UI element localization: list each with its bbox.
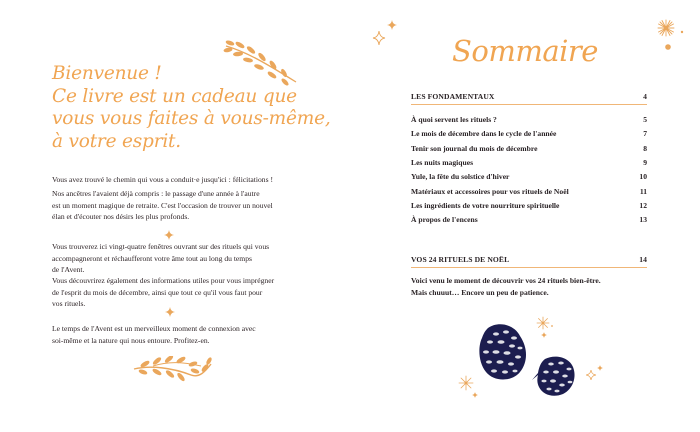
sparkle-star-icon <box>372 30 386 46</box>
intro-paragraph-4 <box>52 275 302 310</box>
toc-item-label: Les nuits magiques <box>411 158 474 168</box>
text-line: Vous avez trouvé le chemin qui vous a conduit·e jusqu'ici : félicitations ! <box>52 175 273 184</box>
toc-section-page: 4 <box>643 92 647 101</box>
toc-item-label: Le mois de décembre dans le cycle de l'année <box>411 129 557 139</box>
text-line: Le temps de l'Avent est un merveilleux moment de connexion avec <box>52 324 256 333</box>
starburst-icon <box>536 316 558 340</box>
text-line: Vous découvrirez également des informations utiles pour vous imprégner <box>52 276 275 285</box>
toc-items <box>411 113 647 227</box>
text-line: Mais chuuut… Encore un peu de patience. <box>411 287 549 297</box>
text-line: Nos ancêtres l'avaient déjà compris : le passage d'une année à l'autre <box>52 189 260 198</box>
toc-item-label: À propos de l'encens <box>411 215 478 225</box>
text-line: vos rituels. <box>52 299 86 309</box>
toc-section-rituels <box>411 255 647 298</box>
toc-item[interactable] <box>411 127 647 141</box>
toc-section-title: VOS 24 RITUELS DE NOËL <box>411 255 510 264</box>
toc-section-description <box>411 275 647 298</box>
text-line: Voici venu le moment de découvrir vos 24 rituels bien-être. <box>411 276 601 285</box>
text-line: est un moment magique de retraite. C'est l'occasion de trouver un nouvel <box>52 200 273 210</box>
pinecone-icon <box>531 355 577 397</box>
text-line: de l'Avent. <box>52 265 85 275</box>
intro-paragraph-1 <box>52 174 302 186</box>
sparkle-star-icon <box>387 20 397 30</box>
heading-line: Bienvenue ! <box>52 63 162 84</box>
toc-item-label: À quoi servent les rituels ? <box>411 115 497 125</box>
sommaire-title: Sommaire <box>452 34 598 68</box>
starburst-icon <box>656 18 686 54</box>
text-line: Vous trouverez ici vingt-quatre fenêtres ouvrant sur des rituels qui vous <box>52 242 270 251</box>
toc-item[interactable] <box>411 184 647 198</box>
text-line: accompagneront et réchaufferont votre âme tout au long du temps <box>52 253 252 263</box>
toc-section-page: 14 <box>639 255 647 264</box>
text-line: élan et d'écouter nos désirs les plus profonds. <box>52 212 190 222</box>
toc-section-fondamentaux <box>411 92 647 227</box>
toc-item-page: 7 <box>643 129 647 139</box>
toc-item[interactable] <box>411 142 647 156</box>
toc-item-page: 9 <box>643 158 647 168</box>
toc-item[interactable] <box>411 170 647 184</box>
toc-item-label: Matériaux et accessoires pour vos rituels de Noël <box>411 186 569 196</box>
toc-section-header[interactable] <box>411 255 647 268</box>
toc-section-title: LES FONDAMENTAUX <box>411 92 495 101</box>
text-line: de l'esprit du mois de décembre, ainsi que tout ce qu'il vous faut pour <box>52 287 263 297</box>
heading-line: Ce livre est un cadeau que <box>52 85 297 107</box>
toc-item-label: Les ingrédients de votre nourriture spirituelle <box>411 200 560 210</box>
toc-item[interactable] <box>411 199 647 213</box>
welcome-heading <box>52 63 331 153</box>
toc-item-page: 5 <box>643 115 647 125</box>
toc-section-header[interactable] <box>411 92 647 105</box>
toc-item-page: 8 <box>643 143 647 153</box>
text-line: soi-même et la nature qui nous entoure. Profitez-en. <box>52 335 210 345</box>
toc-item[interactable] <box>411 213 647 227</box>
toc-item[interactable] <box>411 113 647 127</box>
heading-line: à votre esprit. <box>52 130 181 152</box>
toc-item-page: 12 <box>639 200 647 210</box>
intro-paragraph-2 <box>52 188 302 223</box>
toc-item-page: 11 <box>639 186 647 196</box>
heading-line: vous vous faites à vous-même, <box>52 108 331 129</box>
pinecone-icon <box>476 322 530 382</box>
toc-item-page: 10 <box>639 172 647 182</box>
closing-paragraph <box>52 323 302 346</box>
leaf-branch-icon <box>131 356 213 382</box>
toc-item-label: Tenir son journal du mois de décembre <box>411 143 538 153</box>
sparkle-star-icon <box>586 362 606 384</box>
toc-item[interactable] <box>411 156 647 170</box>
toc-item-label: Yule, la fête du solstice d'hiver <box>411 172 510 182</box>
toc-item-page: 13 <box>639 215 647 225</box>
intro-paragraph-3 <box>52 241 302 276</box>
sparkle-star-icon <box>165 307 175 317</box>
sparkle-star-icon <box>164 230 174 240</box>
